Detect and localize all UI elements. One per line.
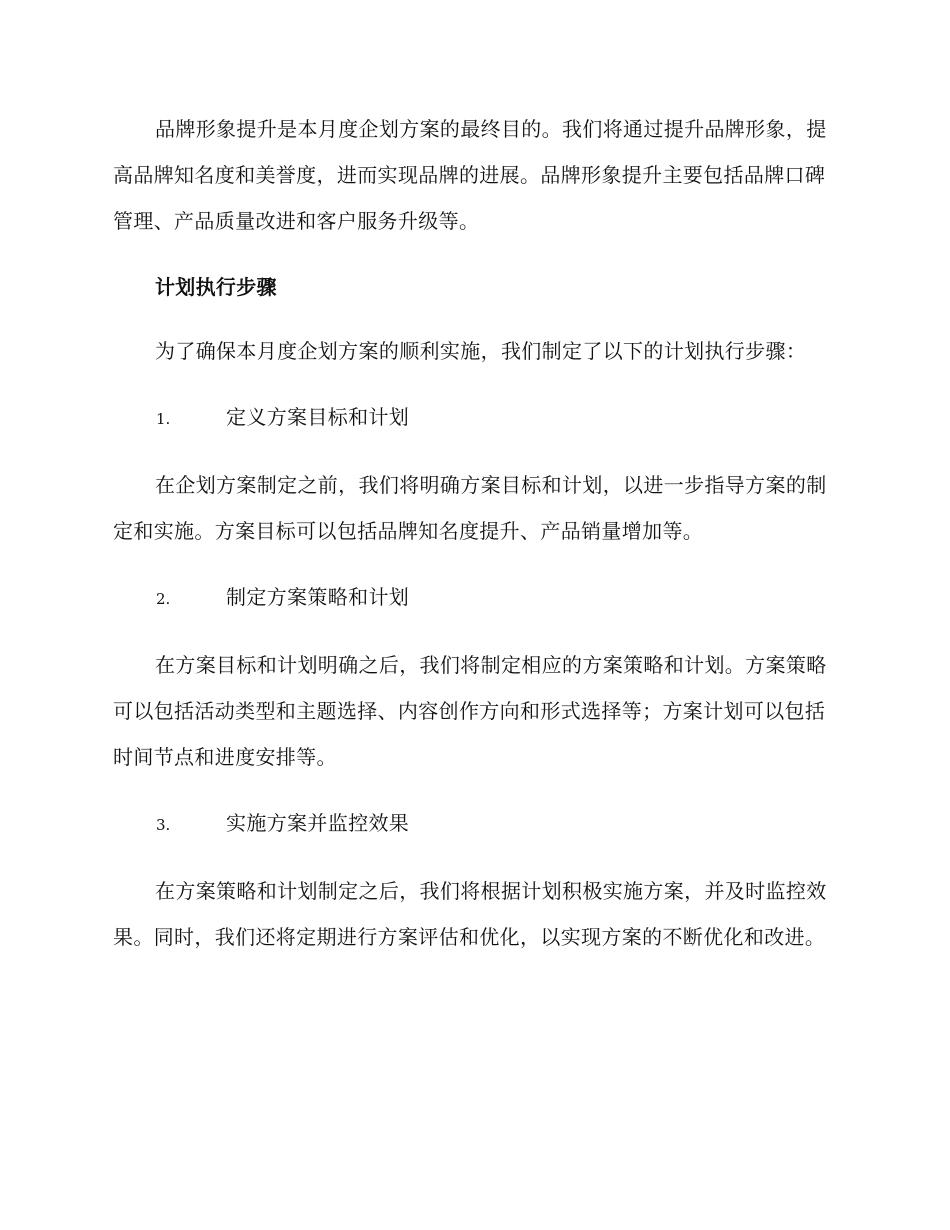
step-1-title: 定义方案目标和计划 xyxy=(226,405,410,429)
step-1-description: 在企划方案制定之前，我们将明确方案目标和计划，以进一步指导方案的制定和实施。方案目标可以包括品牌知名度提升、产品销量增加等。 xyxy=(113,473,827,543)
step-2-description: 在方案目标和计划明确之后，我们将制定相应的方案策略和计划。方案策略可以包括活动类型和主题选择、内容创作方向和形式选择等；方案计划可以包括时间节点和进度安排等。 xyxy=(113,653,827,769)
step-2-title: 制定方案策略和计划 xyxy=(226,585,410,609)
step-2-item xyxy=(113,574,831,622)
step-3-item xyxy=(113,800,831,848)
document-page xyxy=(113,106,831,980)
section-intro-paragraph: 为了确保本月度企划方案的顺利实施，我们制定了以下的计划执行步骤： xyxy=(155,339,807,363)
step-2-number: 2. xyxy=(156,590,171,608)
step-1-number: 1. xyxy=(156,410,171,428)
step-3-description: 在方案策略和计划制定之后，我们将根据计划积极实施方案，并及时监控效果。同时，我们还将定期进行方案评估和优化，以实现方案的不断优化和改进。 xyxy=(113,879,827,949)
step-3-title: 实施方案并监控效果 xyxy=(226,811,410,835)
step-3-number: 3. xyxy=(156,816,171,834)
step-1-item xyxy=(113,394,831,442)
section-heading: 计划执行步骤 xyxy=(155,275,277,299)
intro-paragraph: 品牌形象提升是本月度企划方案的最终目的。我们将通过提升品牌形象，提高品牌知名度和美誉度，进而实现品牌的进展。品牌形象提升主要包括品牌口碑管理、产品质量改进和客户服务升级等。 xyxy=(113,117,827,233)
